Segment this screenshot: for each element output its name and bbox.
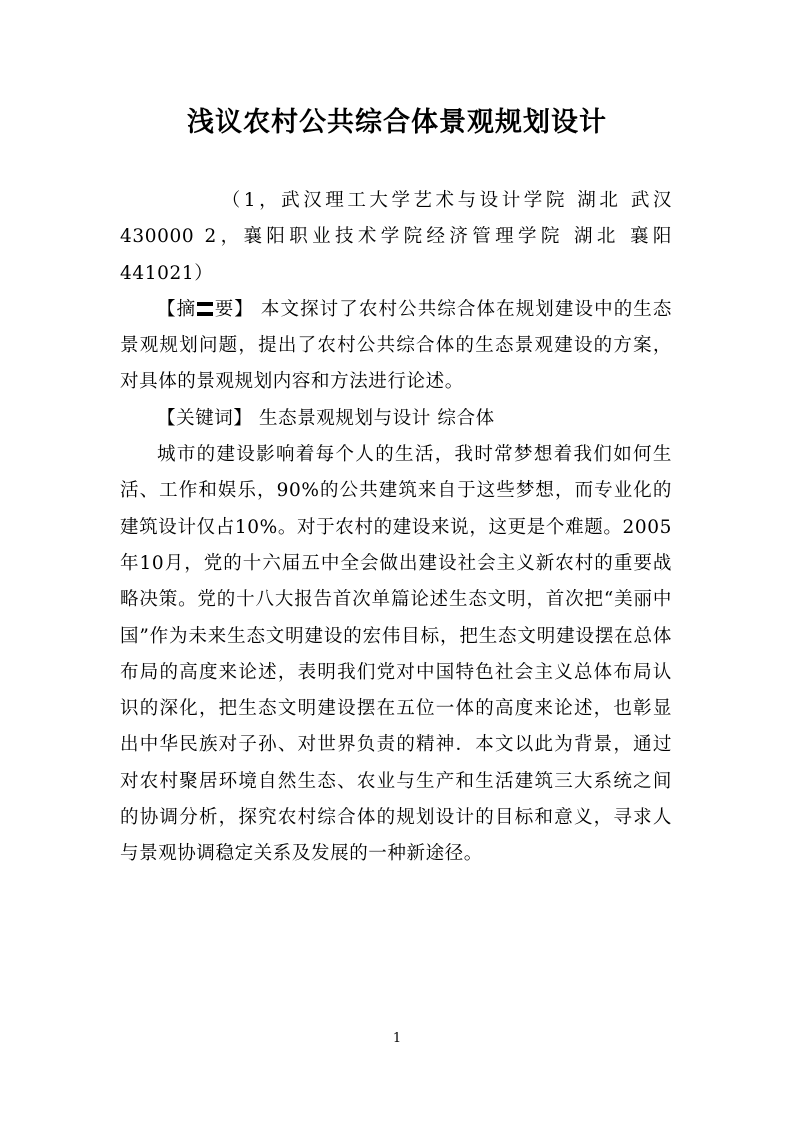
double-bar-glyph-icon	[197, 302, 213, 316]
keywords-text: 生态景观规划与设计 综合体	[252, 407, 495, 429]
abstract-paragraph	[120, 292, 672, 401]
abstract-label-start: 【摘	[157, 298, 197, 320]
page-number: 1	[392, 1031, 402, 1046]
keywords-label: 【关键词】	[157, 407, 253, 429]
abstract-text: 本文探讨了农村公共综合体在规划建设中的生态景观规划问题，提出了农村公共综合体的生态景观建设的方案，对具体的景观规划内容和方法进行论述。	[120, 298, 672, 393]
keywords-paragraph	[120, 401, 672, 437]
abstract-label-end: 要】	[214, 298, 254, 320]
author-affiliation: （1，武汉理工大学艺术与设计学院 湖北 武汉430000 2，襄阳职业技术学院经济管理学院 湖北 襄阳441021）	[120, 190, 672, 284]
body-paragraph: 城市的建设影响着每个人的生活，我时常梦想着我们如何生活、工作和娱乐，90%的公共建筑来自于这些梦想，而专业化的建筑设计仅占10%。对于农村的建设来说，这更是个难题。2005年10月，党的十六届五中全会做出建设社会主义新农村的重要战略决策。党的十八大报告首次单篇论述生态文明，首次把“美丽中国”作为未来生态文明建设的宏伟目标，把生态文明建设摆在总体布局的高度来论述，表明我们党对中国特色社会主义总体布局认识的深化，把生态文明建设摆在五位一体的高度来论述，也彰显出中华民族对子孙、对世界负责的精神．本文以此为背景，通过对农村聚居环境自然生态、农业与生产和生活建筑三大系统之间的协调分析，探究农村综合体的规划设计的目标和意义，寻求人与景观协调稳定关系及发展的一种新途径。	[120, 444, 672, 865]
article-body	[120, 183, 672, 873]
page-title: 浅议农村公共综合体景观规划设计	[187, 107, 607, 138]
